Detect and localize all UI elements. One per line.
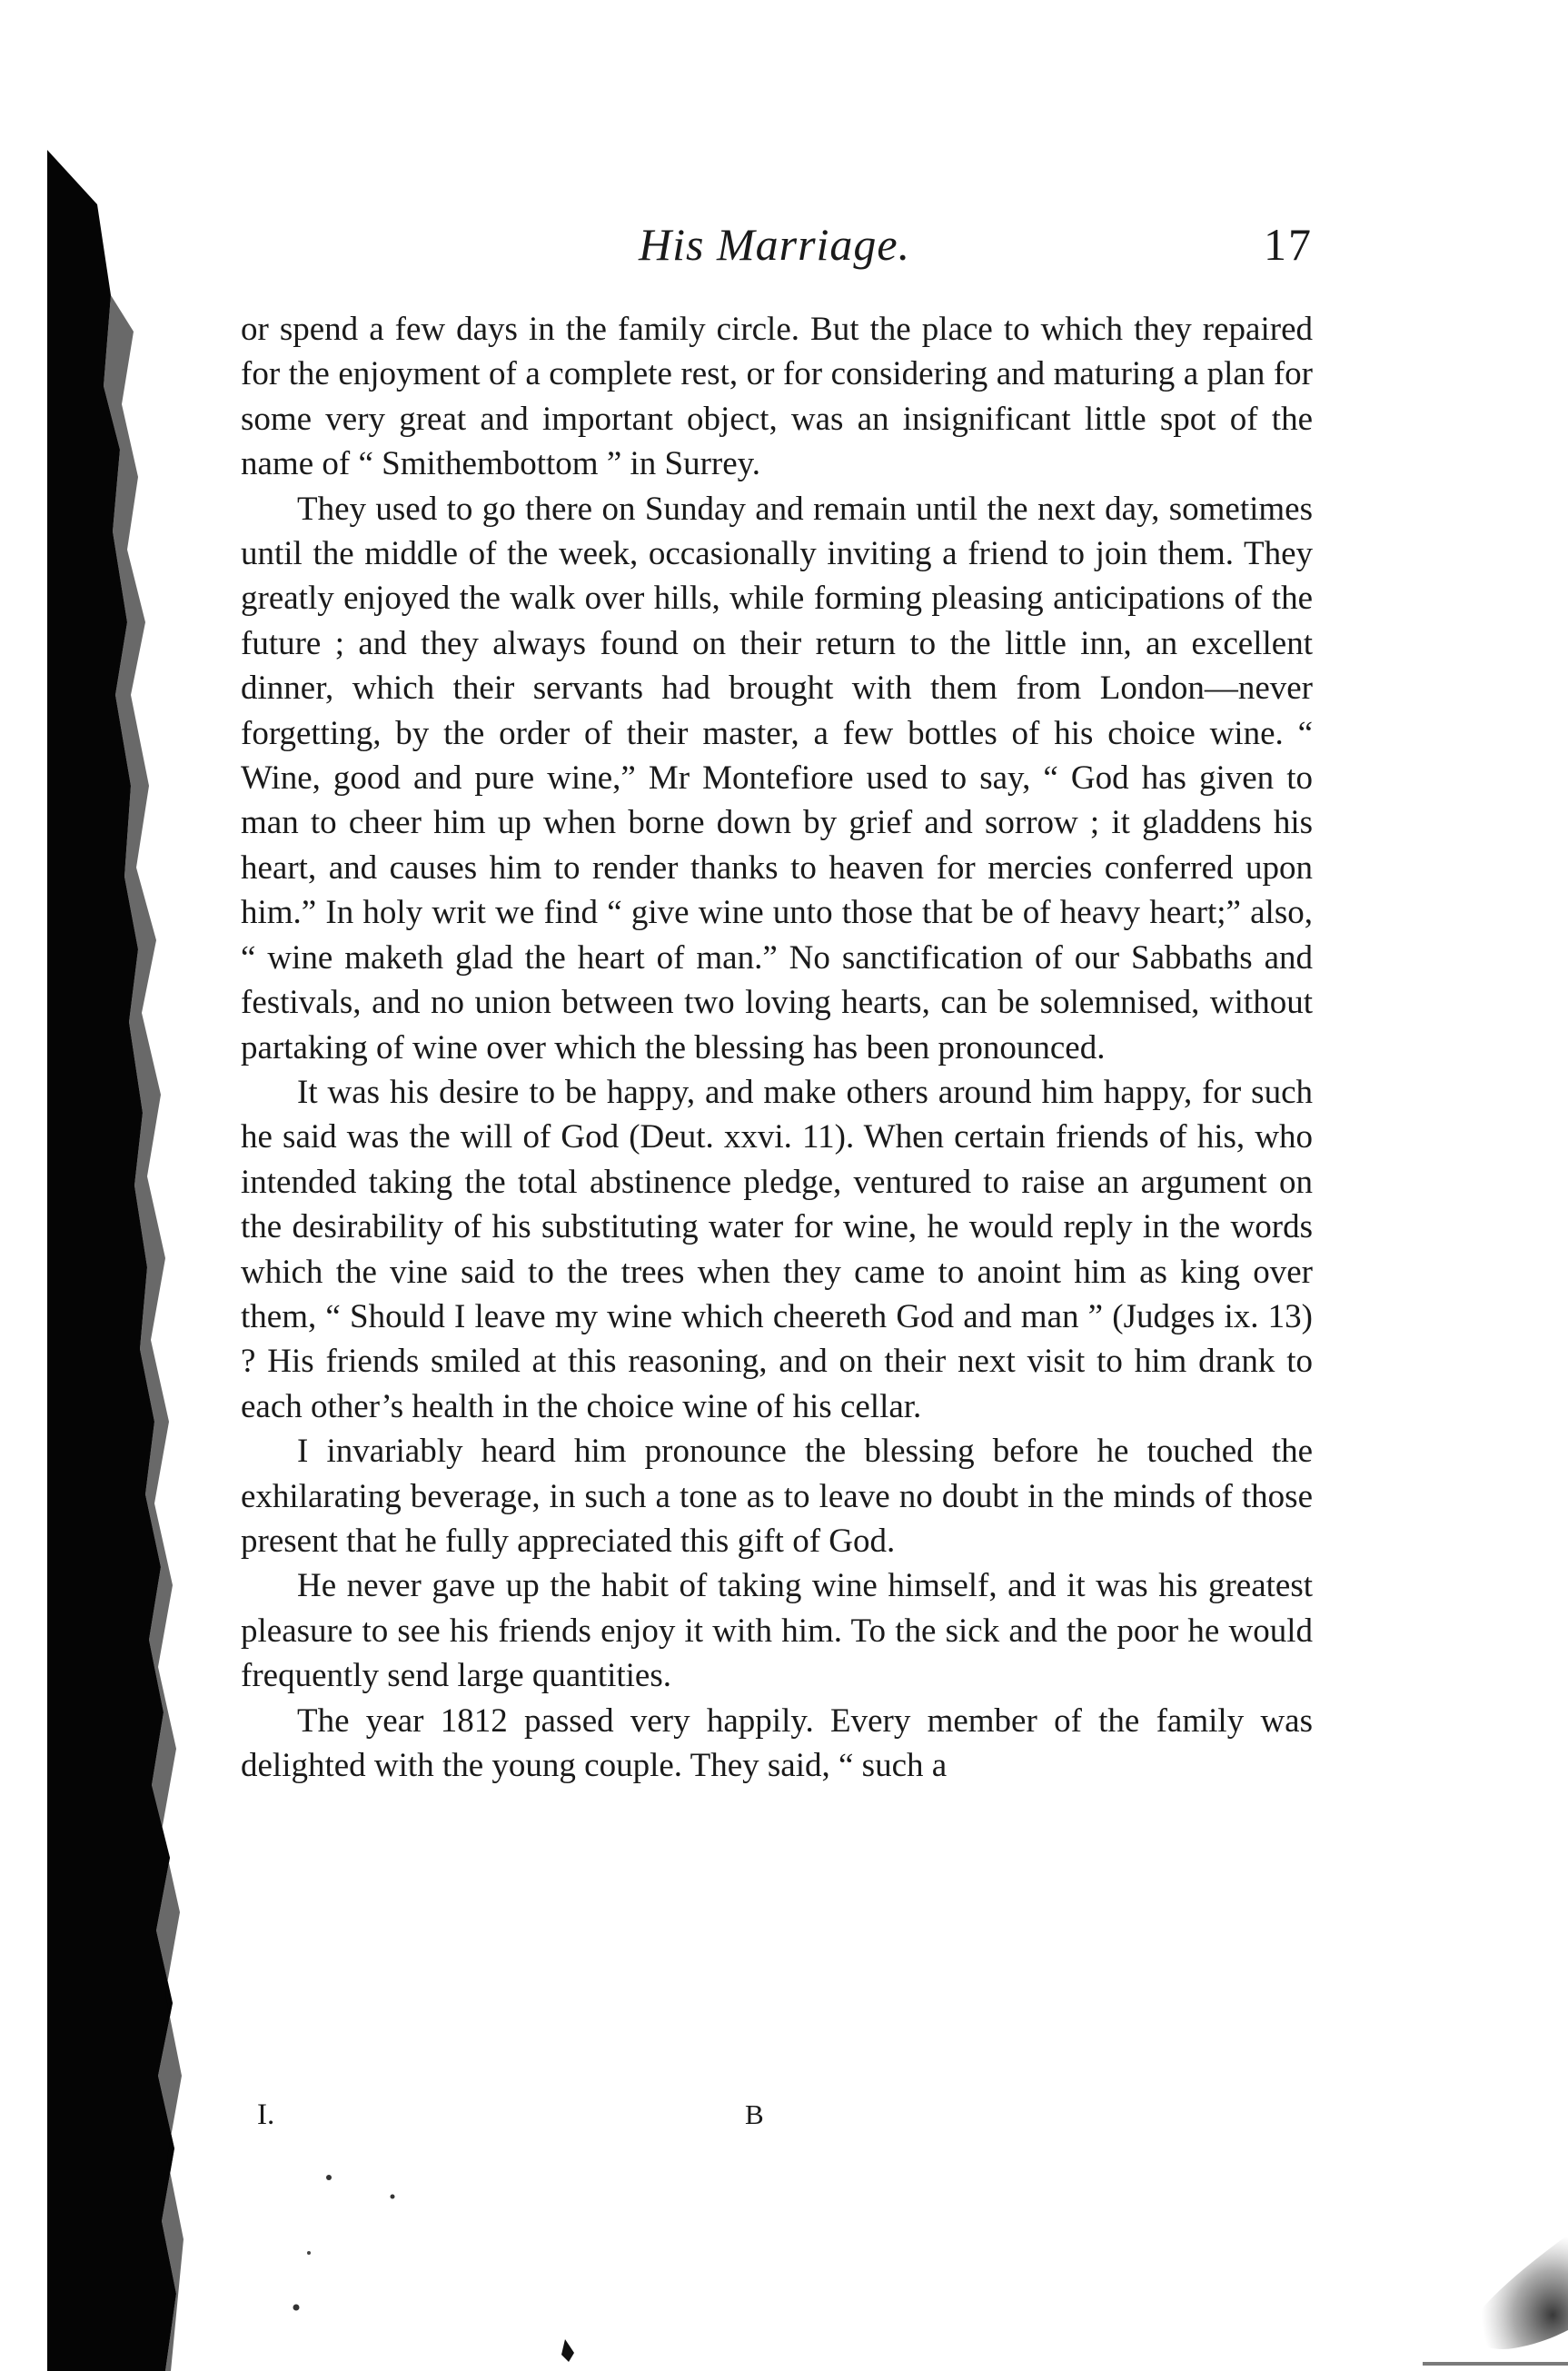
gathering-signature: B	[745, 2098, 764, 2130]
paragraph: or spend a few days in the family circle. But the place to which they repaired for the enjoyment of a complete rest, or for considering and maturing a plan for some very great and important object, was an insignificant little spot of the name of “ Smithembottom ” in Surrey.	[241, 311, 1313, 483]
body-text	[241, 307, 1313, 1788]
volume-signature: I.	[257, 2098, 275, 2131]
paragraph: They used to go there on Sunday and remain until the next day, sometimes until the middle of the week, occasionally inviting a friend to join them. They greatly enjoyed the walk over hills, while forming pleasing anticipations of the future ; and they always found on their return to the little inn, an excellent dinner, which their servants had brought with them from London—never forgetting, by the order of their master, a few bottles of his choice wine. “ Wine, good and pure wine,” Mr Montefiore used to say, “ God has given to man to cheer him up when borne down by grief and sorrow ; it gladdens his heart, and causes him to render thanks to heaven for mercies conferred upon him.” In holy writ we find “ give wine unto those that be of heavy heart;” also, “ wine maketh glad the heart of man.” No sanctification of our Sabbaths and festivals, and no union between two loving hearts, can be solemnised, without partaking of wine over which the blessing has been pronounced.	[241, 490, 1313, 1066]
paragraph: He never gave up the habit of taking wine himself, and it was his greatest pleasure to see his friends enjoy it with him. To the sick and the poor he would frequently send large quantities.	[241, 1567, 1313, 1695]
corner-smudge	[1404, 2217, 1568, 2371]
paragraph: I invariably heard him pronounce the blessing before he touched the exhilarating beverage, in such a tone as to leave no doubt in the minds of those present that he fully appreciated this gift of God.	[241, 1433, 1313, 1560]
page-number: 17	[1264, 219, 1313, 270]
paragraph: The year 1812 passed very happily. Every member of the family was delighted with the young couple. They said, “ such a	[241, 1701, 1313, 1784]
running-head	[241, 218, 1313, 282]
binding-shadow	[47, 150, 184, 2371]
paragraph: It was his desire to be happy, and make others around him happy, for such he said was the will of God (Deut. xxvi. 11). When certain friends of his, who intended taking the total abstinence pledge, ventured to raise an argument on the desirability of his substituting water for wine, he would reply in the words which the vine said to the trees when they came to anoint him as king over them, “ Should I leave my wine which cheereth God and man ” (Judges ix. 13) ? His friends smiled at this reasoning, and on their next visit to him drank to each other’s health in the choice wine of his cellar.	[241, 1073, 1313, 1425]
running-title: His Marriage.	[639, 219, 911, 270]
